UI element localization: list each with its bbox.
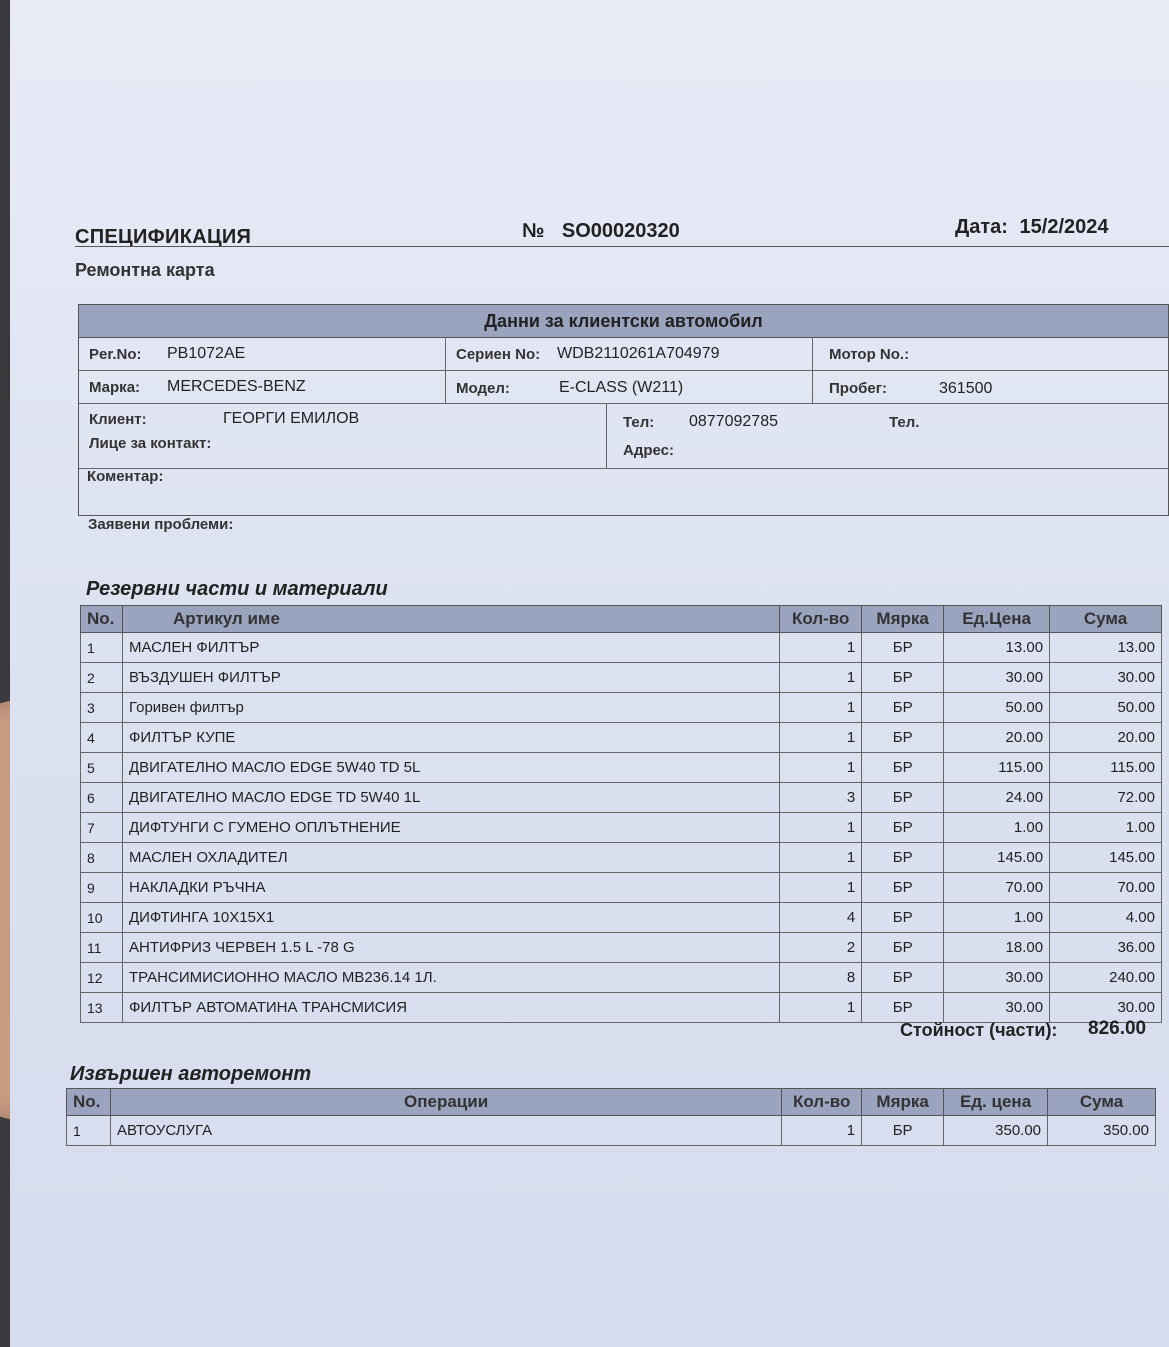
parts-total-value: 826.00 xyxy=(1088,1018,1147,1039)
col-divider xyxy=(445,337,446,403)
unit-price: 20.00 xyxy=(944,723,1050,753)
qty: 1 xyxy=(780,723,862,753)
row-no: 9 xyxy=(81,873,123,903)
serial-value: WDB2110261A704979 xyxy=(557,345,720,362)
item-name: МАСЛЕН ОХЛАДИТЕЛ xyxy=(122,843,779,873)
sum: 20.00 xyxy=(1050,723,1162,753)
unit: БР xyxy=(862,753,944,783)
col-header-no: No. xyxy=(67,1089,111,1116)
serial-label: Сериен No: xyxy=(456,346,541,363)
unit-price: 50.00 xyxy=(944,693,1050,723)
row-no: 1 xyxy=(67,1116,111,1146)
sum: 13.00 xyxy=(1050,633,1162,663)
item-name: АНТИФРИЗ ЧЕРВЕН 1.5 L -78 G xyxy=(122,933,779,963)
row-no: 6 xyxy=(81,783,123,813)
unit: БР xyxy=(862,633,944,663)
model-label: Модел: xyxy=(456,380,510,397)
item-name: ВЪЗДУШЕН ФИЛТЪР xyxy=(122,663,779,693)
document-subtitle: Ремонтна карта xyxy=(75,260,215,280)
header-divider xyxy=(75,246,1169,247)
address-label: Адрес: xyxy=(623,442,674,459)
col-header-unit: Мярка xyxy=(862,606,944,633)
parts-section-title: Резервни части и материали xyxy=(86,578,388,600)
sum: 72.00 xyxy=(1050,783,1162,813)
unit: БР xyxy=(862,903,944,933)
reg-value: PB1072AE xyxy=(167,345,246,362)
unit: БР xyxy=(862,663,944,693)
unit: БР xyxy=(862,723,944,753)
item-name: ДВИГАТЕЛНО МАСЛО EDGE 5W40 TD 5L xyxy=(122,753,779,783)
engine-label: Мотор No.: xyxy=(829,346,910,363)
contact-label: Лице за контакт: xyxy=(89,435,212,452)
repair-header-row xyxy=(67,1089,1156,1116)
qty: 4 xyxy=(780,903,862,933)
item-name: ФИЛТЪР КУПЕ xyxy=(122,723,779,753)
row-divider xyxy=(79,403,1168,404)
table-row xyxy=(81,903,1162,933)
repair-table-body xyxy=(67,1116,1156,1146)
col-header-name: Артикул име xyxy=(122,606,779,633)
sum: 30.00 xyxy=(1050,993,1162,1023)
col-header-unit: Мярка xyxy=(862,1089,944,1116)
qty: 1 xyxy=(780,633,862,663)
table-row xyxy=(81,813,1162,843)
make-label: Марка: xyxy=(89,379,141,396)
table-row xyxy=(81,783,1162,813)
col-header-sum: Сума xyxy=(1048,1089,1156,1116)
row-no: 10 xyxy=(81,903,123,933)
item-name: ДИФТИНГА 10X15X1 xyxy=(122,903,779,933)
client-vehicle-box xyxy=(78,304,1169,516)
document-date xyxy=(955,216,1109,239)
row-no: 13 xyxy=(81,993,123,1023)
row-divider xyxy=(79,468,1168,469)
table-row xyxy=(67,1116,1156,1146)
unit: БР xyxy=(862,873,944,903)
unit-price: 1.00 xyxy=(944,903,1050,933)
client-label: Клиент: xyxy=(89,411,147,428)
col-header-operations: Операции xyxy=(110,1089,781,1116)
phone-label: Тел: xyxy=(623,414,655,431)
item-name: НАКЛАДКИ РЪЧНА xyxy=(122,873,779,903)
mileage-label: Пробег: xyxy=(829,380,887,397)
parts-header-row xyxy=(81,606,1162,633)
qty: 1 xyxy=(780,813,862,843)
sum: 50.00 xyxy=(1050,693,1162,723)
document-sheet xyxy=(10,0,1169,1347)
col-divider xyxy=(812,337,813,403)
problems-label: Заявени проблеми: xyxy=(88,516,234,533)
document-title: СПЕЦИФИКАЦИЯ xyxy=(75,226,252,248)
unit-price: 1.00 xyxy=(944,813,1050,843)
unit-price: 13.00 xyxy=(944,633,1050,663)
qty: 3 xyxy=(780,783,862,813)
parts-total-label: Стойност (части): xyxy=(900,1020,1058,1040)
document-number xyxy=(522,220,680,243)
col-divider xyxy=(606,403,607,468)
qty: 1 xyxy=(780,753,862,783)
qty: 2 xyxy=(780,933,862,963)
client-value: ГЕОРГИ ЕМИЛОВ xyxy=(223,410,360,427)
comment-label: Коментар: xyxy=(87,468,164,485)
table-row xyxy=(81,723,1162,753)
unit-price: 30.00 xyxy=(944,993,1050,1023)
unit: БР xyxy=(862,1116,944,1146)
item-name: ТРАНСИМИСИОННО МАСЛО MB236.14 1Л. xyxy=(122,963,779,993)
qty: 1 xyxy=(780,663,862,693)
unit: БР xyxy=(862,693,944,723)
table-row xyxy=(81,933,1162,963)
unit: БР xyxy=(862,963,944,993)
qty: 1 xyxy=(782,1116,862,1146)
client-section-title: Данни за клиентски автомобил xyxy=(79,305,1168,338)
row-no: 5 xyxy=(81,753,123,783)
mileage-value: 361500 xyxy=(939,380,993,397)
col-header-qty: Кол-во xyxy=(782,1089,862,1116)
parts-table-body xyxy=(81,633,1162,1023)
qty: 1 xyxy=(780,873,862,903)
date-label: Дата: xyxy=(955,216,1008,238)
repair-section-title: Извършен авторемонт xyxy=(70,1063,312,1085)
item-name: ДИФТУНГИ С ГУМЕНО ОПЛЪТНЕНИЕ xyxy=(122,813,779,843)
sum: 115.00 xyxy=(1050,753,1162,783)
row-no: 4 xyxy=(81,723,123,753)
table-row xyxy=(81,693,1162,723)
item-name: АВТОУСЛУГА xyxy=(110,1116,781,1146)
row-no: 7 xyxy=(81,813,123,843)
date-value: 15/2/2024 xyxy=(1019,216,1109,238)
col-header-no: No. xyxy=(81,606,123,633)
model-value: E-CLASS (W211) xyxy=(559,379,684,396)
reg-label: Per.No: xyxy=(89,346,142,363)
row-no: 2 xyxy=(81,663,123,693)
unit-price: 70.00 xyxy=(944,873,1050,903)
col-header-price: Ед. цена xyxy=(944,1089,1048,1116)
row-no: 3 xyxy=(81,693,123,723)
table-row xyxy=(81,873,1162,903)
item-name: ФИЛТЪР АВТОМАТИНА ТРАНСМИСИЯ xyxy=(122,993,779,1023)
col-header-price: Ед.Цена xyxy=(944,606,1050,633)
sum: 145.00 xyxy=(1050,843,1162,873)
table-row xyxy=(81,633,1162,663)
table-row xyxy=(81,753,1162,783)
sum: 30.00 xyxy=(1050,663,1162,693)
unit-price: 115.00 xyxy=(944,753,1050,783)
row-no: 8 xyxy=(81,843,123,873)
row-divider xyxy=(79,370,1168,371)
table-row xyxy=(81,993,1162,1023)
sum: 1.00 xyxy=(1050,813,1162,843)
item-name: Горивен филтър xyxy=(122,693,779,723)
make-value: MERCEDES-BENZ xyxy=(167,378,306,395)
sum: 350.00 xyxy=(1048,1116,1156,1146)
unit-price: 18.00 xyxy=(944,933,1050,963)
parts-table xyxy=(80,605,1162,1023)
qty: 1 xyxy=(780,693,862,723)
col-header-qty: Кол-во xyxy=(780,606,862,633)
table-row xyxy=(81,963,1162,993)
table-row xyxy=(81,663,1162,693)
unit: БР xyxy=(862,933,944,963)
sum: 4.00 xyxy=(1050,903,1162,933)
unit: БР xyxy=(862,843,944,873)
item-name: ДВИГАТЕЛНО МАСЛО EDGE TD 5W40 1L xyxy=(122,783,779,813)
sum: 240.00 xyxy=(1050,963,1162,993)
sum: 70.00 xyxy=(1050,873,1162,903)
repair-table xyxy=(66,1088,1156,1146)
unit-price: 145.00 xyxy=(944,843,1050,873)
qty: 8 xyxy=(780,963,862,993)
number-label: № xyxy=(522,220,545,242)
row-no: 11 xyxy=(81,933,123,963)
qty: 1 xyxy=(780,843,862,873)
unit: БР xyxy=(862,993,944,1023)
row-no: 12 xyxy=(81,963,123,993)
number-value: SO00020320 xyxy=(561,220,680,242)
table-row xyxy=(81,843,1162,873)
phone-value: 0877092785 xyxy=(689,413,778,430)
col-header-sum: Сума xyxy=(1050,606,1162,633)
unit: БР xyxy=(862,783,944,813)
sum: 36.00 xyxy=(1050,933,1162,963)
qty: 1 xyxy=(780,993,862,1023)
unit: БР xyxy=(862,813,944,843)
unit-price: 30.00 xyxy=(944,663,1050,693)
row-no: 1 xyxy=(81,633,123,663)
item-name: МАСЛЕН ФИЛТЪР xyxy=(122,633,779,663)
unit-price: 350.00 xyxy=(944,1116,1048,1146)
unit-price: 24.00 xyxy=(944,783,1050,813)
phone2-label: Тел. xyxy=(889,414,920,431)
unit-price: 30.00 xyxy=(944,963,1050,993)
